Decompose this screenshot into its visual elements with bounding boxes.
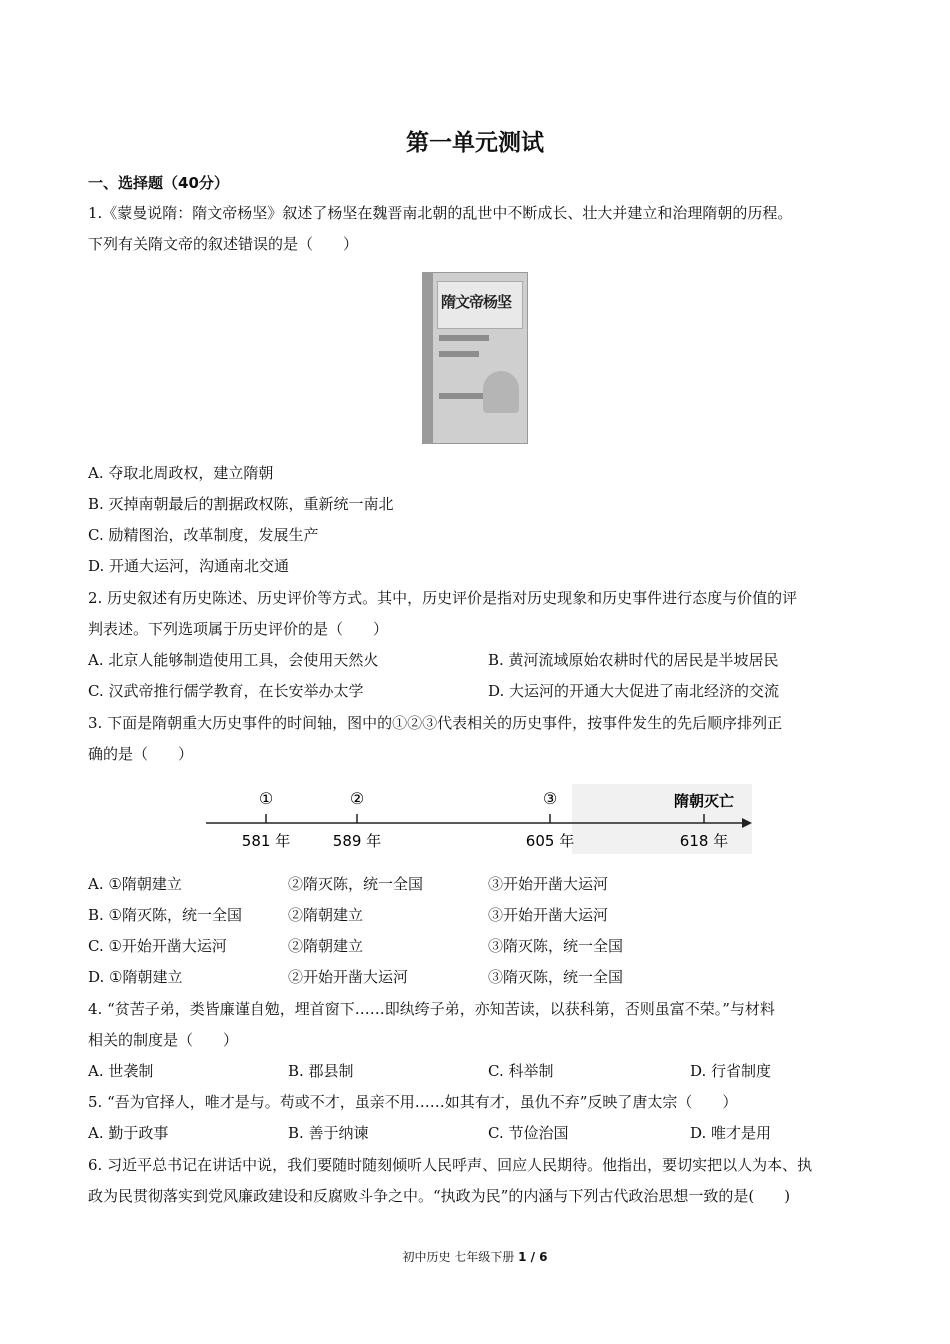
q3-option-c-1: C. ①开始开凿大运河 <box>88 937 227 955</box>
q1-stem-line1: 1.《蒙曼说隋：隋文帝杨坚》叙述了杨坚在魏晋南北朝的乱世中不断成长、壮大并建立和治理隋朝的历程。 <box>88 204 793 222</box>
q3-stem-line2: 确的是（ ） <box>88 745 194 763</box>
q4-option-b: B. 郡县制 <box>288 1062 354 1080</box>
book-title: 隋文帝杨坚 <box>441 293 512 311</box>
q5-option-d: D. 唯才是用 <box>690 1124 772 1142</box>
q3-option-a-1: A. ①隋朝建立 <box>88 875 182 893</box>
q3-option-c-3: ③隋灭陈，统一全国 <box>488 937 624 955</box>
year-589: 589 年 <box>332 832 382 850</box>
q3-option-d-2: ②开始开凿大运河 <box>288 968 409 986</box>
q3-stem-line1: 3. 下面是隋朝重大历史事件的时间轴，图中的①②③代表相关的历史事件，按事件发生的先后顺序排列正 <box>88 714 783 732</box>
q2-stem-line1: 2. 历史叙述有历史陈述、历史评价等方式。其中，历史评价是指对历史现象和历史事件进行态度与价值的评 <box>88 589 798 607</box>
q5-stem-line1: 5. “吾为官择人，唯才是与。苟或不才，虽亲不用……如其有才，虽仇不弃”反映了唐太宗（ ） <box>88 1093 738 1111</box>
timeline-diagram <box>200 778 760 858</box>
q6-stem-line2: 政为民贯彻落实到党风廉政建设和反腐败斗争之中。“执政为民”的内涵与下列古代政治思想一致的是( ) <box>88 1187 791 1205</box>
q2-option-c: C. 汉武帝推行儒学教育，在长安举办太学 <box>88 682 364 700</box>
q2-stem-line2: 判表述。下列选项属于历史评价的是（ ） <box>88 620 389 638</box>
marker-3: ③ <box>542 789 558 808</box>
q6-stem-line1: 6. 习近平总书记在讲话中说，我们要随时随刻倾听人民呼声、回应人民期待。他指出，要切实把以人为本、执 <box>88 1156 813 1174</box>
q3-option-a-2: ②隋灭陈，统一全国 <box>288 875 424 893</box>
q5-option-b: B. 善于纳谏 <box>288 1124 369 1142</box>
q4-option-c: C. 科举制 <box>488 1062 554 1080</box>
book-portrait <box>483 371 519 413</box>
footer-text: 初中历史 七年级下册 <box>402 1250 519 1264</box>
book-text-block <box>439 351 479 357</box>
q3-option-c-2: ②隋朝建立 <box>288 937 364 955</box>
q4-stem-line1: 4. “贫苦子弟，类皆廉谨自勉，埋首窗下……即纨绔子弟，亦知苦读，以获科第，否则虽富不荣。”与材料 <box>88 1000 775 1018</box>
page-footer <box>0 1248 950 1265</box>
marker-1: ① <box>258 789 274 808</box>
year-605: 605 年 <box>525 832 575 850</box>
q4-option-a: A. 世袭制 <box>88 1062 154 1080</box>
q2-option-a: A. 北京人能够制造使用工具，会使用天然火 <box>88 651 379 669</box>
marker-sui-end: 隋朝灭亡 <box>673 792 735 810</box>
q1-option-b: B. 灭掉南朝最后的割据政权陈，重新统一南北 <box>88 495 394 513</box>
page-title: 第一单元测试 <box>406 130 544 156</box>
q3-option-d-3: ③隋灭陈，统一全国 <box>488 968 624 986</box>
q3-option-b-2: ②隋朝建立 <box>288 906 364 924</box>
q2-option-b: B. 黄河流域原始农耕时代的居民是半坡居民 <box>488 651 779 669</box>
page-number: 1 / 6 <box>518 1250 548 1264</box>
q3-option-d-1: D. ①隋朝建立 <box>88 968 183 986</box>
q3-option-b-3: ③开始开凿大运河 <box>488 906 609 924</box>
book-cover-image <box>422 272 528 444</box>
q2-option-d: D. 大运河的开通大大促进了南北经济的交流 <box>488 682 780 700</box>
year-618: 618 年 <box>679 832 729 850</box>
book-spine <box>423 273 433 443</box>
q1-option-a: A. 夺取北周政权，建立隋朝 <box>88 464 274 482</box>
q1-option-c: C. 励精图治，改革制度，发展生产 <box>88 526 319 544</box>
q3-option-a-3: ③开始开凿大运河 <box>488 875 609 893</box>
book-text-block <box>439 335 489 341</box>
section-heading: 一、选择题（40分） <box>88 174 229 192</box>
q5-option-a: A. 勤于政事 <box>88 1124 169 1142</box>
year-581: 581 年 <box>241 832 291 850</box>
q3-option-b-1: B. ①隋灭陈，统一全国 <box>88 906 243 924</box>
q4-option-d: D. 行省制度 <box>690 1062 772 1080</box>
marker-2: ② <box>349 789 365 808</box>
q1-stem-line2: 下列有关隋文帝的叙述错误的是（ ） <box>88 235 359 253</box>
q1-option-d: D. 开通大运河，沟通南北交通 <box>88 557 290 575</box>
q5-option-c: C. 节俭治国 <box>488 1124 569 1142</box>
q4-stem-line2: 相关的制度是（ ） <box>88 1031 239 1049</box>
